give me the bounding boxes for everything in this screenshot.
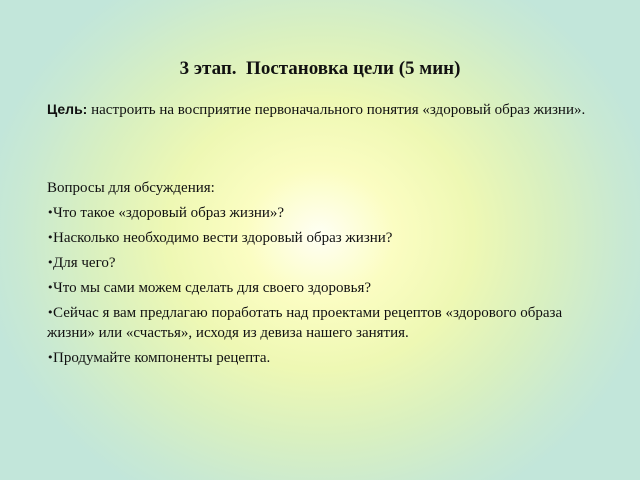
goal-paragraph bbox=[47, 99, 607, 120]
questions-block bbox=[47, 178, 587, 373]
bullet-icon: • bbox=[47, 256, 54, 269]
question-item bbox=[47, 348, 587, 368]
goal-text: настроить на восприятие первоначального понятия «здоровый образ жизни». bbox=[91, 102, 586, 118]
bullet-icon: • bbox=[47, 231, 54, 244]
question-item bbox=[47, 228, 587, 248]
questions-heading: Вопросы для обсуждения: bbox=[47, 180, 215, 196]
questions-list bbox=[47, 203, 587, 368]
question-item bbox=[47, 253, 587, 273]
goal-label: Цель: bbox=[47, 101, 88, 117]
question-item bbox=[47, 203, 587, 223]
slide-title: 3 этап. Постановка цели (5 мин) bbox=[179, 58, 461, 79]
bullet-icon: • bbox=[47, 306, 54, 319]
question-text: Насколько необходимо вести здоровый образ жизни? bbox=[53, 230, 393, 246]
question-text: Для чего? bbox=[53, 255, 116, 271]
question-text: Что такое «здоровый образ жизни»? bbox=[53, 205, 285, 221]
question-item bbox=[47, 303, 587, 343]
bullet-icon: • bbox=[47, 206, 54, 219]
question-text: Сейчас я вам предлагаю поработать над проектами рецептов «здорового образа жизни» или «счастья», исходя из девиза нашего занятия. bbox=[47, 305, 563, 341]
question-text: Продумайте компоненты рецепта. bbox=[53, 350, 271, 366]
bullet-icon: • bbox=[47, 351, 54, 364]
bullet-icon: • bbox=[47, 281, 54, 294]
question-item bbox=[47, 278, 587, 298]
question-text: Что мы сами можем сделать для своего здоровья? bbox=[53, 280, 372, 296]
